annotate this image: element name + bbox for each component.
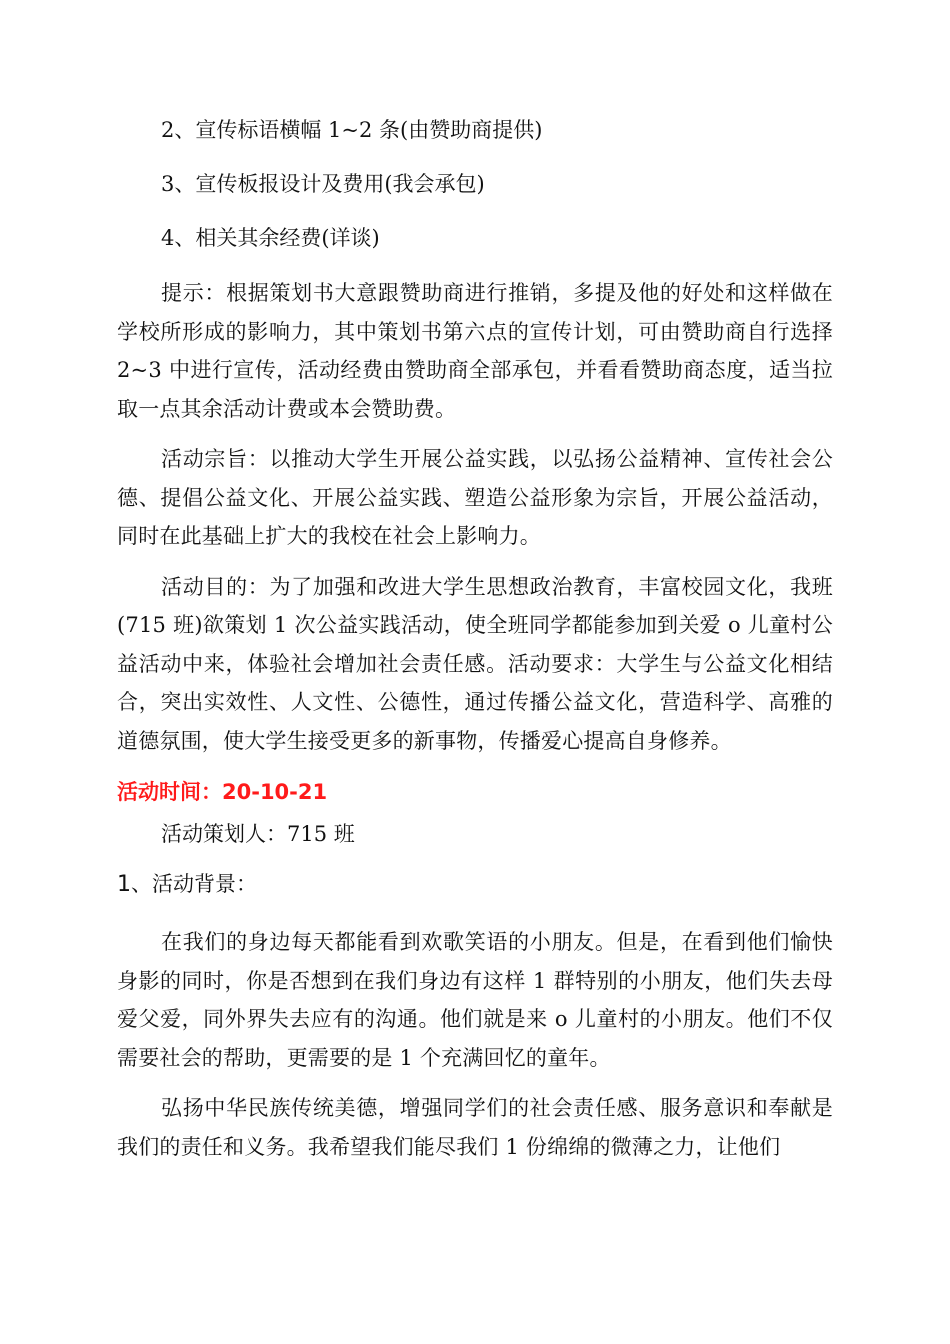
tip-paragraph: 提示：根据策划书大意跟赞助商进行推销，多提及他的好处和这样做在学校所形成的影响力，其中策划书第六点的宣传计划，可由赞助商自行选择 2~3 中进行宣传，活动经费由赞助商全部承包，并看看赞助商态度，适当拉取一点其余活动计费或本会赞助费。 [117,281,833,421]
section-title: 、活动背景： [131,872,257,896]
background-paragraph-2: 弘扬中华民族传统美德，增强同学们的社会责任感、服务意识和奉献是我们的责任和义务。我希望我们能尽我们 1 份绵绵的微薄之力，让他们 [117,1096,833,1159]
purpose-paragraph: 活动宗旨：以推动大学生开展公益实践，以弘扬公益精神、宣传社会公德、提倡公益文化、开展公益实践、塑造公益形象为宗旨，开展公益活动，同时在此基础上扩大的我校在社会上影响力。 [117,447,833,548]
activity-planner: 活动策划人：715 班 [161,822,355,846]
list-item-banner: 2、宣传标语横幅 1~2 条(由赞助商提供) [161,118,543,142]
background-paragraph-1: 在我们的身边每天都能看到欢歌笑语的小朋友。但是，在看到他们愉快身影的同时，你是否想到在我们身边有这样 1 群特别的小朋友，他们失去母爱父爱，同外界失去应有的沟通。他们就是来 o 儿童村的小朋友。他们不仅需要社会的帮助，更需要的是 1 个充满回忆的童年。 [117,930,833,1070]
list-item-other-expenses: 4、相关其余经费(详谈) [161,226,380,250]
activity-time-heading: 活动时间：20-10-21 [117,780,328,804]
list-item-board: 3、宣传板报设计及费用(我会承包) [161,172,485,196]
goal-paragraph: 活动目的：为了加强和改进大学生思想政治教育，丰富校园文化，我班(715 班)欲策划 1 次公益实践活动，使全班同学都能参加到关爱 o 儿童村公益活动中来，体验社会增加社会责任感。活动要求：大学生与公益文化相结合，突出实效性、人文性、公德性，通过传播公益文化，营造科学、高雅的道德氛围，使大学生接受更多的新事物，传播爱心提高自身修养。 [117,574,833,753]
section-number: 1 [117,872,131,897]
section-heading-background [117,866,833,903]
document-body [117,112,833,1166]
